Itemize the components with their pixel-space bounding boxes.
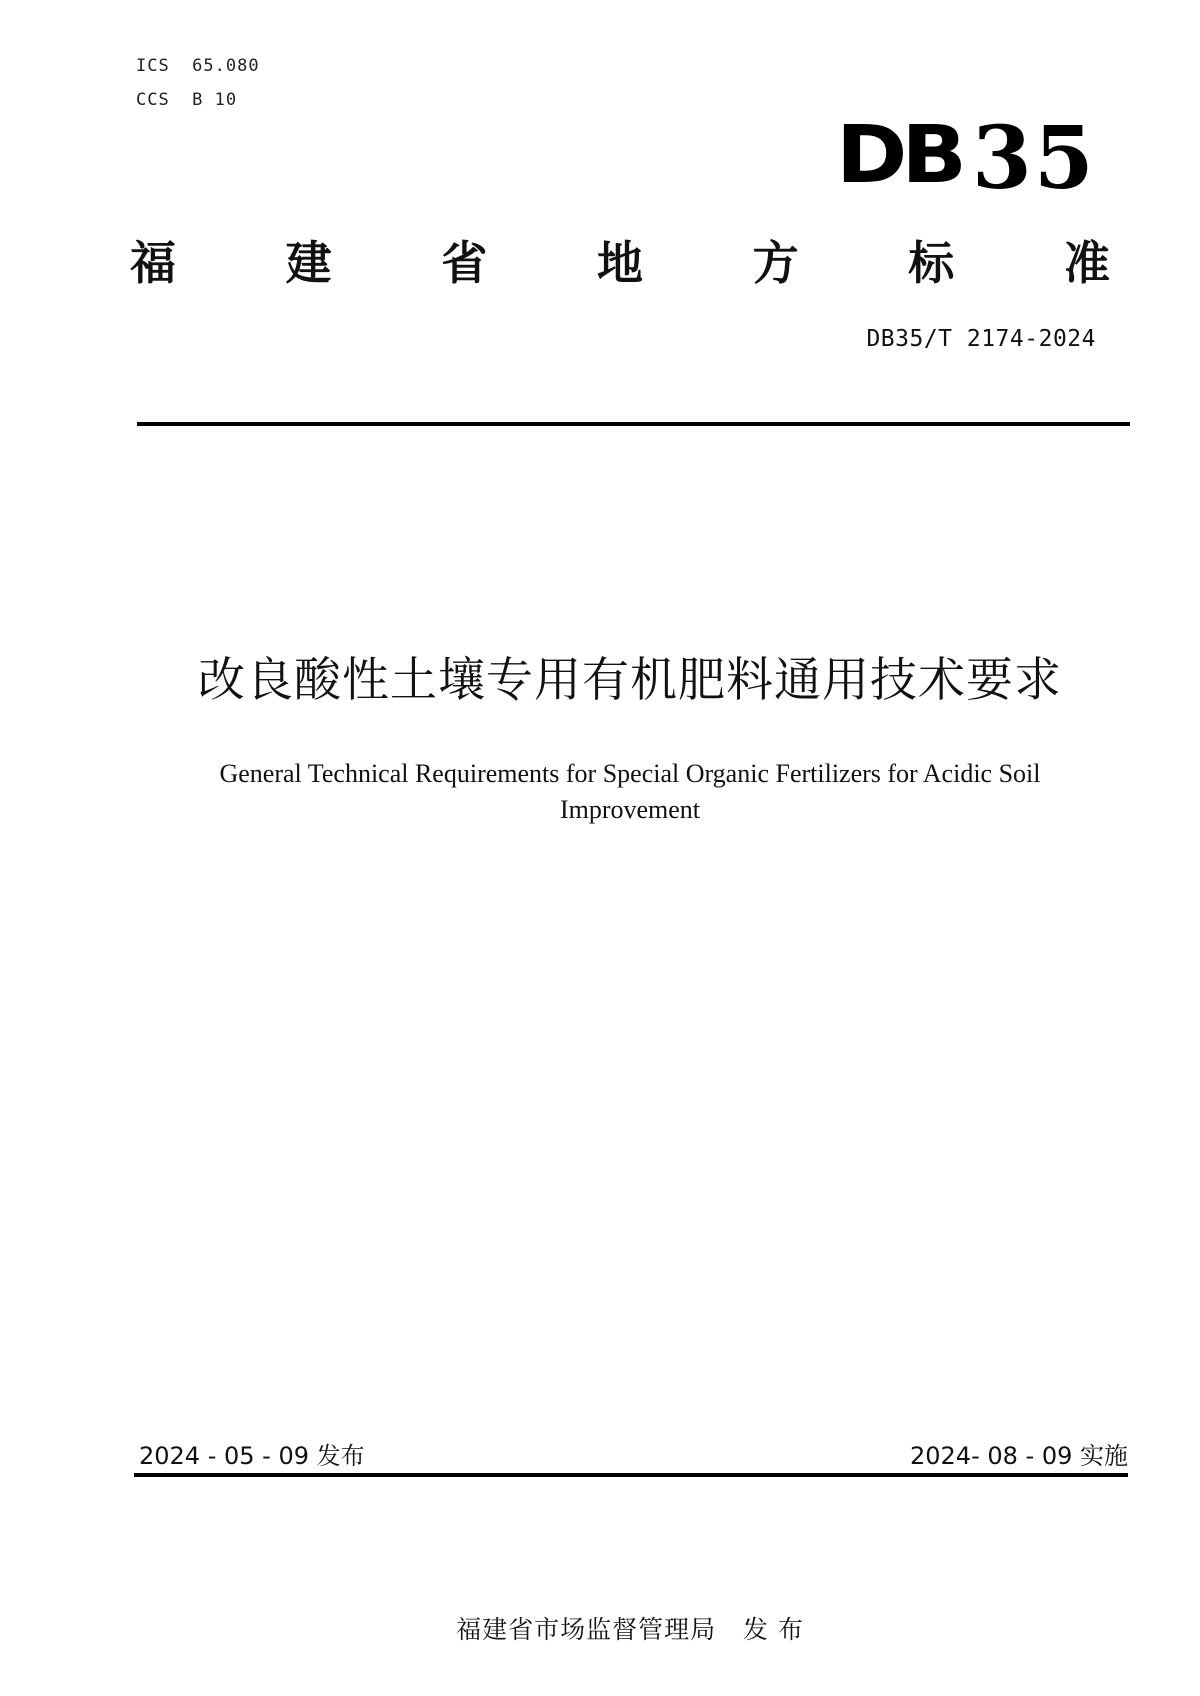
bottom-divider [134, 1473, 1128, 1477]
standard-type-heading [130, 228, 1110, 298]
standard-type-char: 准 [1063, 236, 1110, 290]
publisher: 福建省市场监督管理局 发 布 [456, 1615, 804, 1644]
standard-type-char: 地 [596, 236, 643, 290]
standard-type-char: 省 [441, 236, 488, 290]
chinese-title: 改良酸性土壤专用有机肥料通用技术要求 [198, 653, 1062, 708]
top-divider [137, 422, 1130, 426]
ics-code: ICS 65.080 [136, 56, 260, 76]
ccs-code: CCS B 10 [136, 90, 238, 110]
standard-type-char: 方 [752, 236, 799, 290]
standard-type-char: 福 [130, 236, 176, 290]
english-title: General Technical Requirements for Special Organic Fertilizers for Acidic Soil Improvement [219, 759, 1041, 824]
db-logo-letters: DB [836, 109, 961, 202]
standard-type-char: 建 [285, 236, 332, 290]
release-date: 2024 - 05 - 09 发布 [139, 1442, 365, 1470]
standard-type-char: 标 [908, 236, 955, 290]
implementation-date: 2024- 08 - 09 实施 [910, 1442, 1128, 1470]
standard-code: DB35/T 2174-2024 [866, 326, 1096, 352]
db-logo-number: 35 [972, 108, 1096, 209]
db35-logo [836, 108, 1104, 209]
